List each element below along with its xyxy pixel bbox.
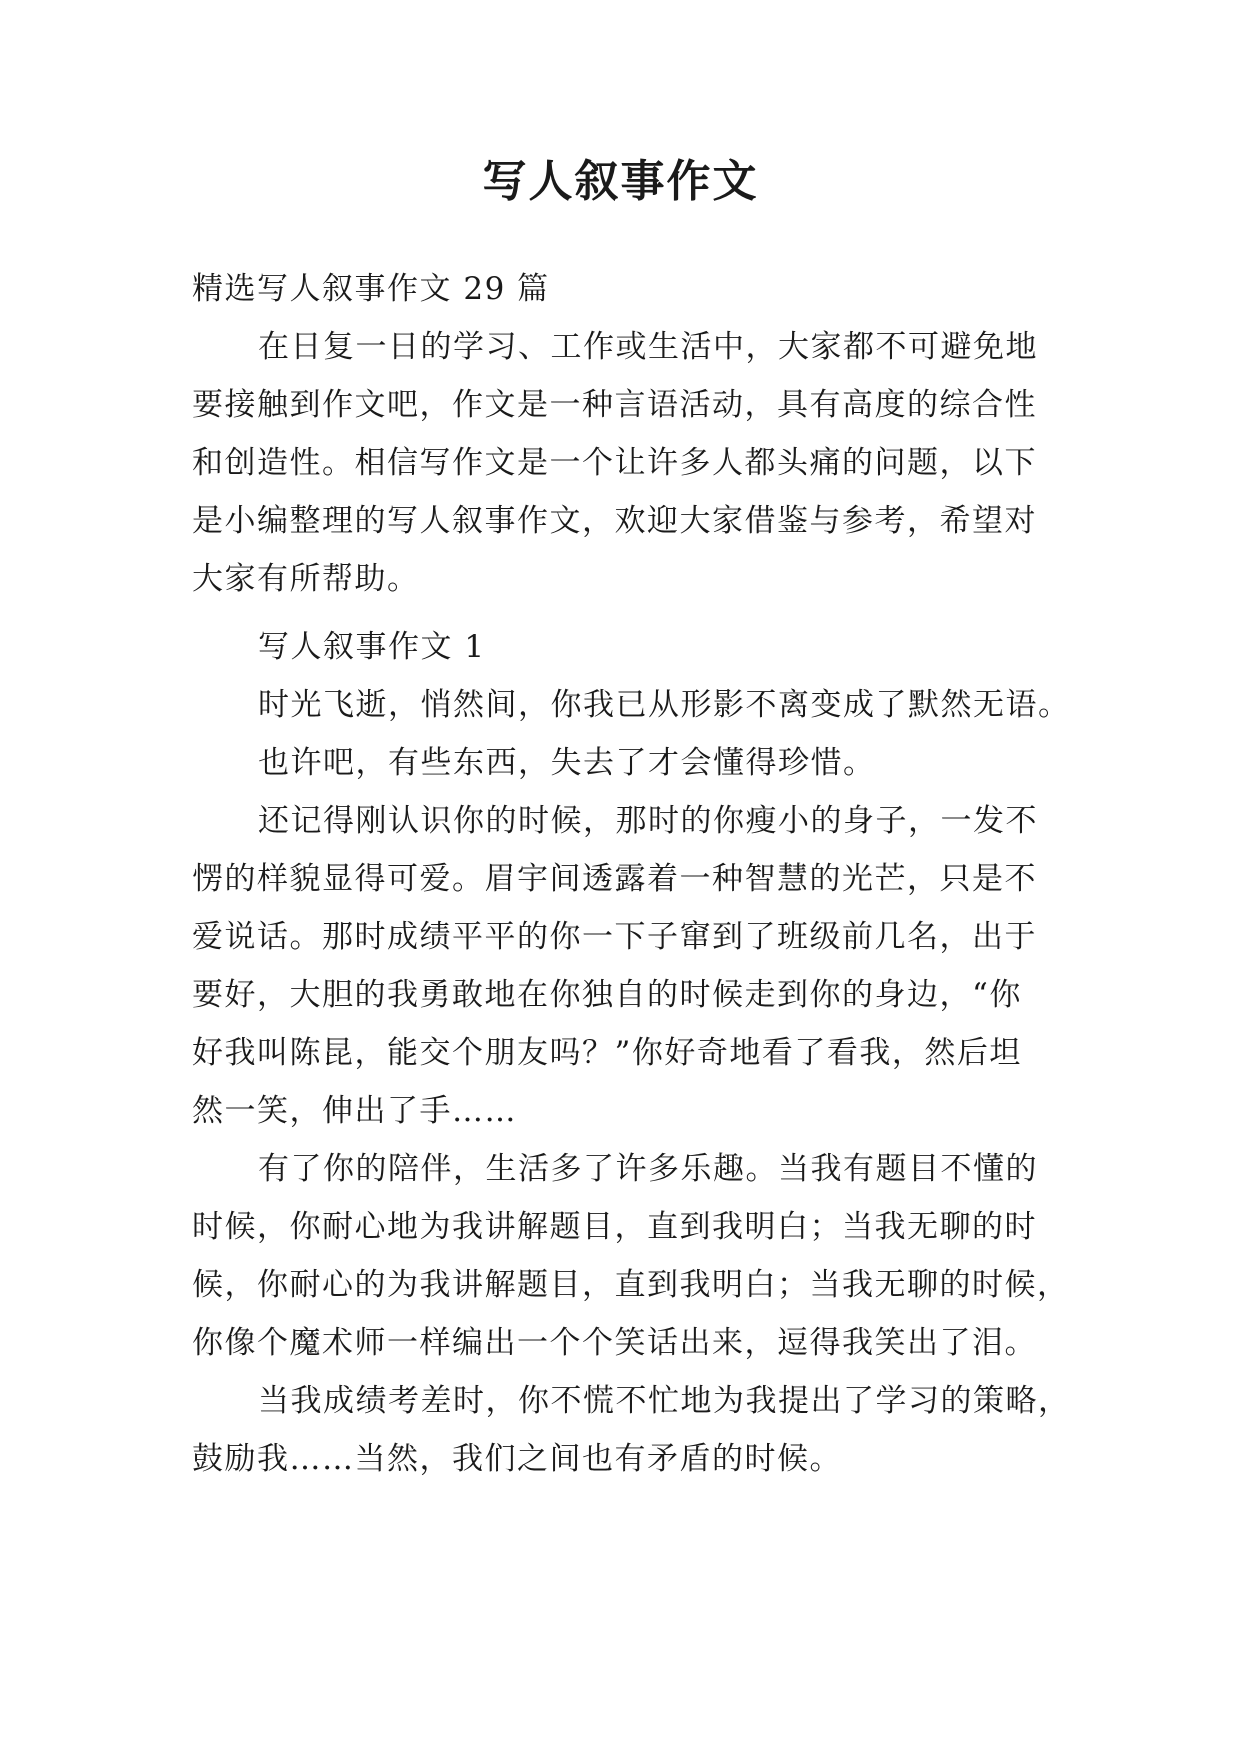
essay-line: 爱说话。那时成绩平平的你一下子窜到了班级前几名，出于 — [192, 919, 1037, 955]
essay-line: 然一笑，伸出了手…… — [192, 1093, 517, 1129]
intro-line: 是小编整理的写人叙事作文，欢迎大家借鉴与参考，希望对 — [192, 503, 1037, 539]
essay-line: 你像个魔术师一样编出一个个笑话出来，逗得我笑出了泪。 — [192, 1325, 1037, 1361]
intro-line: 和创造性。相信写作文是一个让许多人都头痛的问题，以下 — [192, 445, 1037, 481]
essay-line: 要好，大胆的我勇敢地在你独自的时候走到你的身边，“你 — [192, 977, 1022, 1013]
essay-line: 当我成绩考差时，你不慌不忙地为我提出了学习的策略， — [258, 1383, 1071, 1419]
essay-line: 也许吧，有些东西，失去了才会懂得珍惜。 — [258, 745, 876, 781]
essay-line: 时候，你耐心地为我讲解题目，直到我明白；当我无聊的时 — [192, 1209, 1037, 1245]
intro-line: 大家有所帮助。 — [192, 561, 420, 597]
essay-line: 候，你耐心的为我讲解题目，直到我明白；当我无聊的时候， — [192, 1267, 1070, 1303]
subtitle: 精选写人叙事作文 29 篇 — [192, 271, 550, 307]
essay-line: 还记得刚认识你的时候，那时的你瘦小的身子，一发不 — [258, 803, 1038, 839]
intro-line: 在日复一日的学习、工作或生活中，大家都不可避免地 — [258, 329, 1038, 365]
essay-line: 有了你的陪伴，生活多了许多乐趣。当我有题目不懂的 — [258, 1151, 1038, 1187]
page-title: 写人叙事作文 — [482, 156, 759, 207]
essay-line: 时光飞逝，悄然间，你我已从形影不离变成了默然无语。 — [258, 687, 1071, 723]
intro-line: 要接触到作文吧，作文是一种言语活动，具有高度的综合性 — [192, 387, 1037, 423]
essay-block — [192, 618, 1071, 1488]
intro-block — [192, 260, 1062, 608]
essay-line: 好我叫陈昆，能交个朋友吗？”你好奇地看了看我，然后坦 — [192, 1035, 1022, 1071]
section-heading: 写人叙事作文 1 — [258, 629, 486, 665]
essay-line: 愣的样貌显得可爱。眉宇间透露着一种智慧的光芒，只是不 — [192, 861, 1037, 897]
essay-line: 鼓励我……当然，我们之间也有矛盾的时候。 — [192, 1441, 842, 1477]
